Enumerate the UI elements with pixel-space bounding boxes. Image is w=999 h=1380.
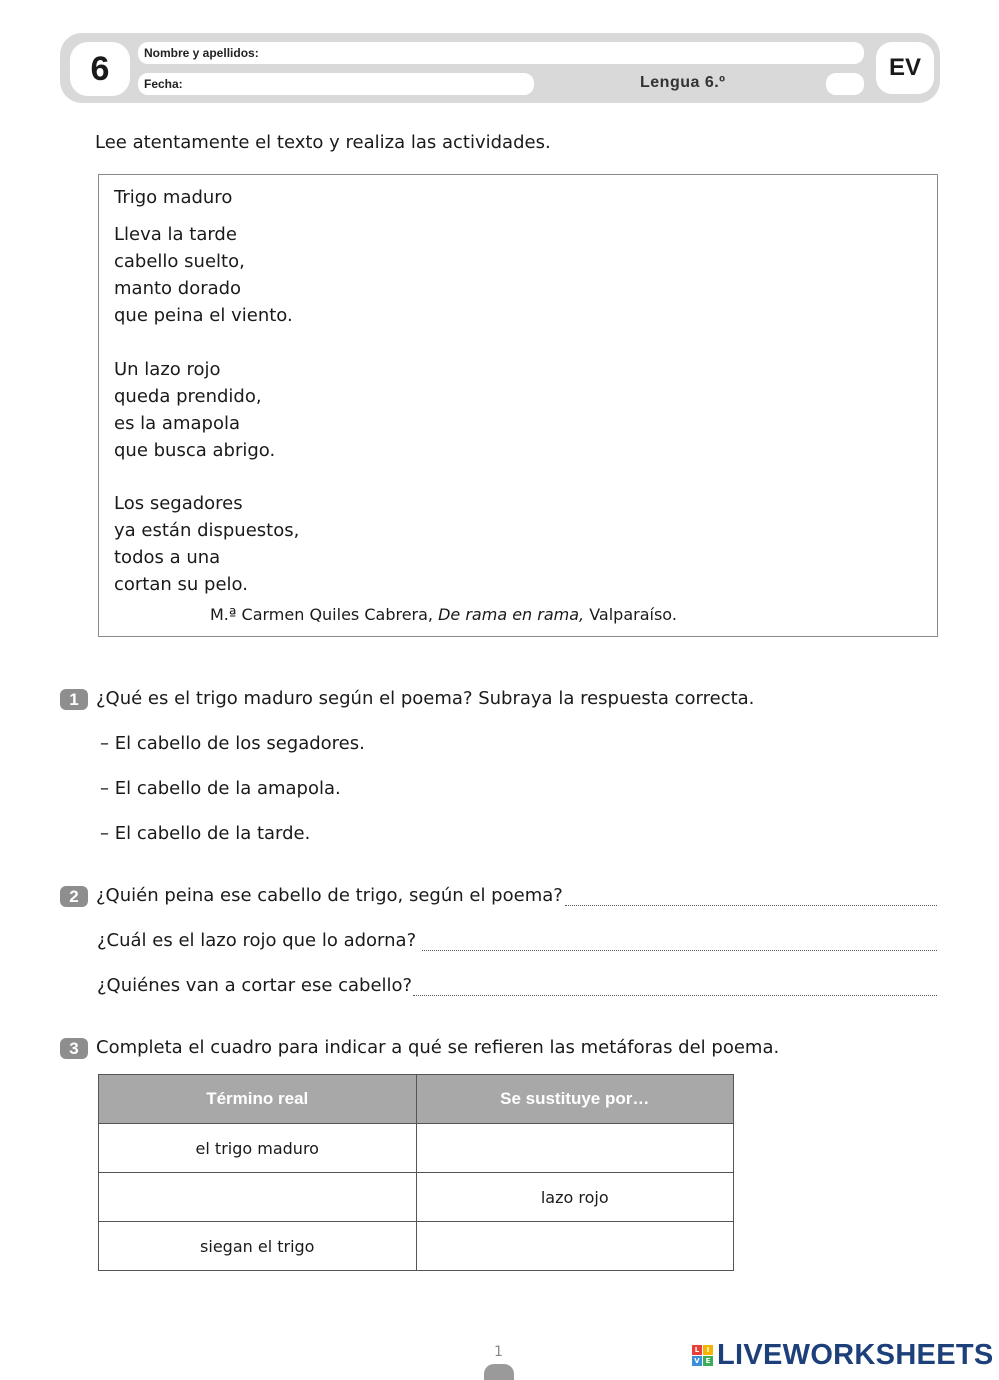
poem-line: Lleva la tarde [114, 224, 237, 245]
evaluation-badge: EV [876, 42, 934, 94]
question-1-text: ¿Qué es el trigo maduro según el poema? Subraya la respuesta correcta. [96, 688, 755, 709]
liveworksheets-logo[interactable] [692, 1340, 994, 1370]
table-cell: el trigo maduro [99, 1124, 417, 1173]
question-1-number: 1 [60, 689, 88, 710]
table-row [99, 1222, 734, 1271]
question-2-line: ¿Quién peina ese cabello de trigo, según el poema? [96, 885, 563, 906]
logo-grid-cell: I [703, 1345, 713, 1355]
answer-line[interactable] [422, 950, 937, 951]
poem-credit [210, 605, 677, 624]
question-3-text: Completa el cuadro para indicar a qué se refieren las metáforas del poema. [96, 1037, 780, 1058]
table-row [99, 1173, 734, 1222]
table-header-cell: Se sustituye por… [416, 1075, 734, 1124]
name-field[interactable]: Nombre y apellidos: [138, 42, 864, 64]
unit-number-badge: 6 [70, 42, 130, 96]
question-2-line: ¿Quiénes van a cortar ese cabello? [97, 975, 413, 996]
logo-text: LIVEWORKSHEETS [717, 1338, 994, 1371]
extra-field[interactable] [826, 73, 864, 95]
page-number: 1 [494, 1344, 503, 1360]
poem-line: todos a una [114, 547, 221, 568]
date-field[interactable]: Fecha: [138, 73, 534, 95]
table-cell: siegan el trigo [99, 1222, 417, 1271]
logo-grid-cell: L [692, 1345, 702, 1355]
logo-grid-cell: E [703, 1356, 713, 1366]
credit-book: De rama en rama, [438, 605, 585, 624]
poem-line: Un lazo rojo [114, 359, 221, 380]
question-1-option[interactable]: – El cabello de los segadores. [100, 733, 365, 754]
logo-grid-cell: V [692, 1356, 702, 1366]
poem-line: que busca abrigo. [114, 440, 276, 461]
poem-line: queda prendido, [114, 386, 262, 407]
table-cell-answer[interactable] [416, 1222, 734, 1271]
table-row [99, 1124, 734, 1173]
logo-grid-icon [692, 1345, 713, 1366]
answer-line[interactable] [413, 995, 937, 996]
table-cell: lazo rojo [416, 1173, 734, 1222]
question-3-number: 3 [60, 1038, 88, 1059]
subject-label: Lengua 6.º [640, 74, 726, 91]
instruction-text: Lee atentamente el texto y realiza las actividades. [95, 132, 551, 153]
table-header-cell: Término real [99, 1075, 417, 1124]
page-tab [484, 1364, 514, 1380]
poem-line: cortan su pelo. [114, 574, 248, 595]
question-2-number: 2 [60, 886, 88, 907]
poem-line: ya están dispuestos, [114, 520, 300, 541]
credit-publisher: Valparaíso. [584, 605, 677, 624]
poem-line: es la amapola [114, 413, 240, 434]
question-2-line: ¿Cuál es el lazo rojo que lo adorna? [97, 930, 417, 951]
metaphor-table [98, 1074, 734, 1271]
table-cell-answer[interactable] [416, 1124, 734, 1173]
poem-line: cabello suelto, [114, 251, 245, 272]
poem-line: manto dorado [114, 278, 242, 299]
question-1-option[interactable]: – El cabello de la amapola. [100, 778, 341, 799]
table-cell-answer[interactable] [99, 1173, 417, 1222]
poem-line: Los segadores [114, 493, 243, 514]
credit-author: M.ª Carmen Quiles Cabrera, [210, 605, 439, 624]
poem-line: que peina el viento. [114, 305, 293, 326]
question-1-option[interactable]: – El cabello de la tarde. [100, 823, 311, 844]
table-header-row [99, 1075, 734, 1124]
poem-title: Trigo maduro [114, 187, 233, 208]
answer-line[interactable] [565, 905, 937, 906]
